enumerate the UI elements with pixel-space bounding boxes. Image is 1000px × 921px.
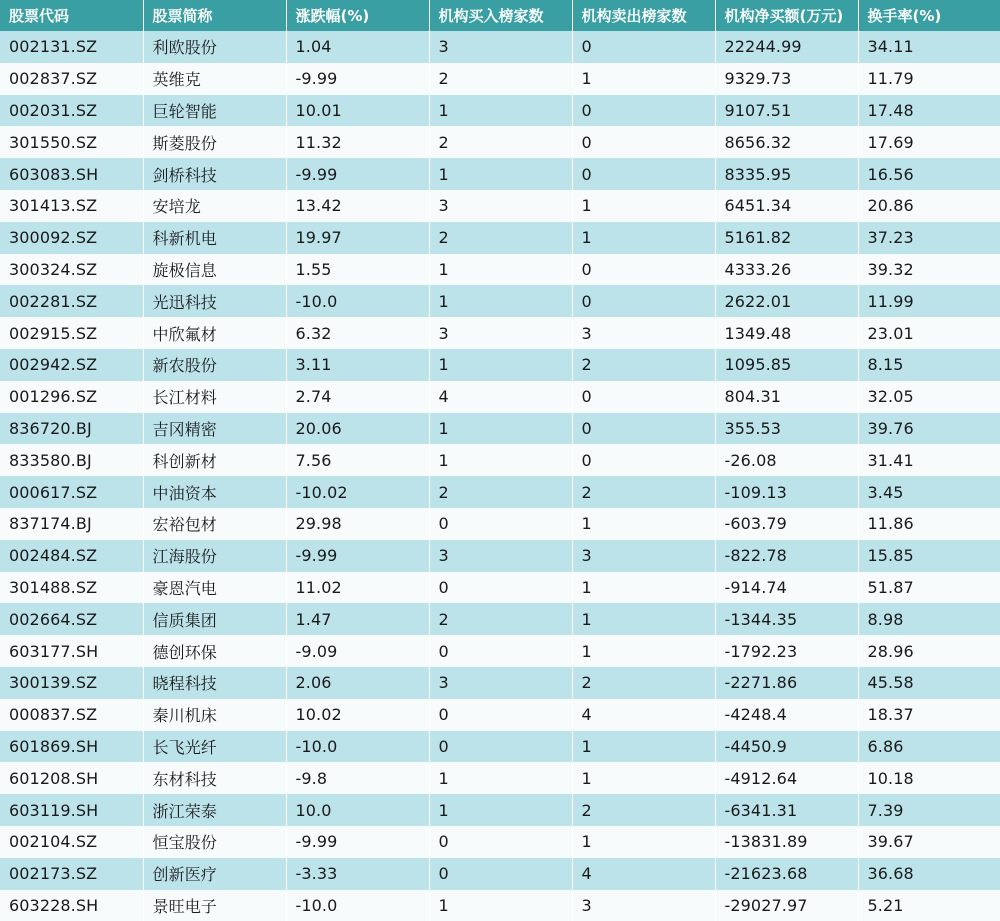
table-row: [0, 794, 1000, 826]
cell-stock-code: 603119.SH: [0, 794, 143, 826]
cell-sell-count: 3: [572, 890, 715, 921]
cell-net-buy: 9329.73: [715, 63, 858, 95]
cell-net-buy: -822.78: [715, 540, 858, 572]
table-row: [0, 476, 1000, 508]
table-row: [0, 572, 1000, 604]
table-row: [0, 381, 1000, 413]
cell-stock-code: 002664.SZ: [0, 603, 143, 635]
cell-stock-code: 002915.SZ: [0, 317, 143, 349]
cell-sell-count: 0: [572, 444, 715, 476]
table-row: [0, 508, 1000, 540]
cell-sell-count: 2: [572, 794, 715, 826]
cell-turnover: 51.87: [858, 572, 1000, 604]
cell-change-pct: 3.11: [286, 349, 429, 381]
cell-change-pct: 11.02: [286, 572, 429, 604]
cell-stock-code: 300139.SZ: [0, 667, 143, 699]
cell-net-buy: 22244.99: [715, 31, 858, 63]
cell-stock-name: 科新机电: [143, 222, 286, 254]
cell-change-pct: -9.99: [286, 63, 429, 95]
cell-net-buy: -1344.35: [715, 603, 858, 635]
cell-net-buy: -13831.89: [715, 826, 858, 858]
cell-net-buy: 804.31: [715, 381, 858, 413]
cell-turnover: 7.39: [858, 794, 1000, 826]
cell-turnover: 32.05: [858, 381, 1000, 413]
cell-stock-name: 旋极信息: [143, 254, 286, 286]
cell-change-pct: 11.32: [286, 126, 429, 158]
header-turnover: 换手率(%): [858, 0, 1000, 31]
cell-net-buy: -2271.86: [715, 667, 858, 699]
table-row: [0, 222, 1000, 254]
header-net-buy: 机构净买额(万元): [715, 0, 858, 31]
cell-turnover: 39.67: [858, 826, 1000, 858]
cell-change-pct: -9.8: [286, 762, 429, 794]
cell-change-pct: 19.97: [286, 222, 429, 254]
cell-buy-count: 3: [429, 540, 572, 572]
cell-net-buy: -914.74: [715, 572, 858, 604]
cell-stock-name: 长江材料: [143, 381, 286, 413]
table-row: [0, 254, 1000, 286]
cell-turnover: 36.68: [858, 858, 1000, 890]
cell-turnover: 16.56: [858, 158, 1000, 190]
cell-stock-code: 000837.SZ: [0, 699, 143, 731]
cell-stock-code: 601208.SH: [0, 762, 143, 794]
table-row: [0, 190, 1000, 222]
cell-sell-count: 0: [572, 381, 715, 413]
cell-stock-code: 603177.SH: [0, 635, 143, 667]
cell-sell-count: 4: [572, 699, 715, 731]
cell-buy-count: 0: [429, 508, 572, 540]
cell-stock-name: 安培龙: [143, 190, 286, 222]
cell-stock-name: 新农股份: [143, 349, 286, 381]
cell-sell-count: 1: [572, 731, 715, 763]
table-body: [0, 31, 1000, 921]
table-row: [0, 349, 1000, 381]
table-row: [0, 826, 1000, 858]
cell-change-pct: 2.74: [286, 381, 429, 413]
cell-stock-name: 浙江荣泰: [143, 794, 286, 826]
cell-net-buy: -603.79: [715, 508, 858, 540]
cell-net-buy: 8335.95: [715, 158, 858, 190]
cell-sell-count: 0: [572, 126, 715, 158]
cell-stock-name: 宏裕包材: [143, 508, 286, 540]
cell-sell-count: 2: [572, 667, 715, 699]
table-row: [0, 126, 1000, 158]
cell-stock-name: 景旺电子: [143, 890, 286, 921]
table-row: [0, 635, 1000, 667]
cell-change-pct: -9.09: [286, 635, 429, 667]
cell-change-pct: -10.0: [286, 890, 429, 921]
table-row: [0, 667, 1000, 699]
cell-net-buy: -4248.4: [715, 699, 858, 731]
cell-sell-count: 0: [572, 254, 715, 286]
cell-buy-count: 1: [429, 890, 572, 921]
cell-stock-code: 833580.BJ: [0, 444, 143, 476]
cell-buy-count: 2: [429, 476, 572, 508]
cell-turnover: 6.86: [858, 731, 1000, 763]
cell-sell-count: 2: [572, 476, 715, 508]
cell-stock-name: 巨轮智能: [143, 95, 286, 127]
cell-buy-count: 1: [429, 794, 572, 826]
cell-stock-name: 光迅科技: [143, 285, 286, 317]
cell-sell-count: 0: [572, 158, 715, 190]
cell-sell-count: 0: [572, 31, 715, 63]
cell-sell-count: 1: [572, 762, 715, 794]
cell-stock-name: 中欣氟材: [143, 317, 286, 349]
header-stock-name: 股票简称: [143, 0, 286, 31]
cell-stock-code: 002173.SZ: [0, 858, 143, 890]
cell-stock-code: 603083.SH: [0, 158, 143, 190]
cell-sell-count: 1: [572, 572, 715, 604]
cell-stock-name: 中油资本: [143, 476, 286, 508]
table-row: [0, 858, 1000, 890]
cell-stock-code: 002281.SZ: [0, 285, 143, 317]
cell-sell-count: 1: [572, 222, 715, 254]
cell-stock-code: 603228.SH: [0, 890, 143, 921]
table-row: [0, 699, 1000, 731]
header-row: [0, 0, 1000, 31]
table-row: [0, 731, 1000, 763]
table-header: [0, 0, 1000, 31]
cell-net-buy: 8656.32: [715, 126, 858, 158]
cell-buy-count: 1: [429, 254, 572, 286]
cell-net-buy: 1349.48: [715, 317, 858, 349]
cell-sell-count: 2: [572, 349, 715, 381]
cell-sell-count: 1: [572, 826, 715, 858]
cell-buy-count: 2: [429, 603, 572, 635]
cell-net-buy: 355.53: [715, 413, 858, 445]
cell-stock-code: 836720.BJ: [0, 413, 143, 445]
table-row: [0, 158, 1000, 190]
table-row: [0, 317, 1000, 349]
table-row: [0, 540, 1000, 572]
cell-change-pct: 7.56: [286, 444, 429, 476]
cell-turnover: 45.58: [858, 667, 1000, 699]
header-buy-count: 机构买入榜家数: [429, 0, 572, 31]
cell-turnover: 11.86: [858, 508, 1000, 540]
cell-turnover: 11.99: [858, 285, 1000, 317]
cell-stock-name: 豪恩汽电: [143, 572, 286, 604]
cell-net-buy: 2622.01: [715, 285, 858, 317]
cell-turnover: 39.32: [858, 254, 1000, 286]
table-row: [0, 31, 1000, 63]
table-row: [0, 890, 1000, 921]
cell-stock-code: 301413.SZ: [0, 190, 143, 222]
table-row: [0, 603, 1000, 635]
cell-change-pct: 29.98: [286, 508, 429, 540]
cell-turnover: 37.23: [858, 222, 1000, 254]
cell-change-pct: 10.02: [286, 699, 429, 731]
cell-stock-name: 东材科技: [143, 762, 286, 794]
cell-buy-count: 0: [429, 731, 572, 763]
cell-change-pct: -10.0: [286, 285, 429, 317]
cell-buy-count: 2: [429, 222, 572, 254]
cell-turnover: 3.45: [858, 476, 1000, 508]
cell-stock-code: 300092.SZ: [0, 222, 143, 254]
cell-buy-count: 1: [429, 444, 572, 476]
cell-change-pct: -9.99: [286, 826, 429, 858]
table-row: [0, 413, 1000, 445]
cell-change-pct: 1.04: [286, 31, 429, 63]
cell-net-buy: 1095.85: [715, 349, 858, 381]
cell-buy-count: 4: [429, 381, 572, 413]
cell-sell-count: 1: [572, 635, 715, 667]
cell-net-buy: -6341.31: [715, 794, 858, 826]
cell-turnover: 11.79: [858, 63, 1000, 95]
cell-net-buy: -29027.97: [715, 890, 858, 921]
cell-stock-code: 002942.SZ: [0, 349, 143, 381]
cell-change-pct: -10.02: [286, 476, 429, 508]
cell-sell-count: 0: [572, 413, 715, 445]
cell-turnover: 17.48: [858, 95, 1000, 127]
cell-buy-count: 1: [429, 349, 572, 381]
cell-stock-name: 长飞光纤: [143, 731, 286, 763]
cell-stock-code: 301488.SZ: [0, 572, 143, 604]
cell-stock-code: 300324.SZ: [0, 254, 143, 286]
cell-sell-count: 1: [572, 603, 715, 635]
cell-buy-count: 1: [429, 413, 572, 445]
cell-stock-name: 斯菱股份: [143, 126, 286, 158]
cell-change-pct: 20.06: [286, 413, 429, 445]
cell-sell-count: 1: [572, 63, 715, 95]
cell-sell-count: 1: [572, 508, 715, 540]
cell-stock-code: 301550.SZ: [0, 126, 143, 158]
cell-net-buy: 6451.34: [715, 190, 858, 222]
cell-net-buy: -21623.68: [715, 858, 858, 890]
cell-turnover: 8.15: [858, 349, 1000, 381]
cell-turnover: 18.37: [858, 699, 1000, 731]
cell-stock-code: 002837.SZ: [0, 63, 143, 95]
cell-buy-count: 1: [429, 95, 572, 127]
cell-stock-code: 601869.SH: [0, 731, 143, 763]
cell-sell-count: 1: [572, 190, 715, 222]
cell-net-buy: 9107.51: [715, 95, 858, 127]
cell-sell-count: 0: [572, 95, 715, 127]
cell-buy-count: 3: [429, 31, 572, 63]
cell-stock-name: 科创新材: [143, 444, 286, 476]
cell-buy-count: 0: [429, 635, 572, 667]
cell-change-pct: 10.0: [286, 794, 429, 826]
cell-stock-name: 创新医疗: [143, 858, 286, 890]
cell-turnover: 15.85: [858, 540, 1000, 572]
cell-stock-name: 信质集团: [143, 603, 286, 635]
cell-change-pct: 1.55: [286, 254, 429, 286]
table-row: [0, 762, 1000, 794]
cell-net-buy: -109.13: [715, 476, 858, 508]
cell-buy-count: 2: [429, 63, 572, 95]
cell-buy-count: 0: [429, 699, 572, 731]
cell-stock-name: 利欧股份: [143, 31, 286, 63]
cell-turnover: 20.86: [858, 190, 1000, 222]
cell-stock-code: 002131.SZ: [0, 31, 143, 63]
header-change-pct: 涨跌幅(%): [286, 0, 429, 31]
cell-buy-count: 1: [429, 158, 572, 190]
cell-buy-count: 1: [429, 762, 572, 794]
cell-change-pct: -3.33: [286, 858, 429, 890]
cell-stock-code: 002484.SZ: [0, 540, 143, 572]
cell-change-pct: -9.99: [286, 540, 429, 572]
cell-net-buy: -1792.23: [715, 635, 858, 667]
cell-stock-name: 吉冈精密: [143, 413, 286, 445]
cell-net-buy: -4450.9: [715, 731, 858, 763]
cell-stock-name: 德创环保: [143, 635, 286, 667]
cell-stock-code: 837174.BJ: [0, 508, 143, 540]
cell-stock-name: 恒宝股份: [143, 826, 286, 858]
cell-stock-code: 002031.SZ: [0, 95, 143, 127]
cell-stock-name: 剑桥科技: [143, 158, 286, 190]
cell-buy-count: 0: [429, 826, 572, 858]
cell-turnover: 17.69: [858, 126, 1000, 158]
cell-stock-name: 晓程科技: [143, 667, 286, 699]
cell-turnover: 10.18: [858, 762, 1000, 794]
cell-buy-count: 3: [429, 667, 572, 699]
table-row: [0, 285, 1000, 317]
cell-change-pct: 2.06: [286, 667, 429, 699]
cell-buy-count: 0: [429, 572, 572, 604]
cell-turnover: 31.41: [858, 444, 1000, 476]
cell-sell-count: 3: [572, 540, 715, 572]
cell-sell-count: 0: [572, 285, 715, 317]
table-row: [0, 95, 1000, 127]
header-stock-code: 股票代码: [0, 0, 143, 31]
cell-turnover: 5.21: [858, 890, 1000, 921]
cell-buy-count: 3: [429, 190, 572, 222]
cell-stock-code: 002104.SZ: [0, 826, 143, 858]
cell-net-buy: -26.08: [715, 444, 858, 476]
cell-turnover: 8.98: [858, 603, 1000, 635]
cell-stock-name: 秦川机床: [143, 699, 286, 731]
cell-buy-count: 0: [429, 858, 572, 890]
header-sell-count: 机构卖出榜家数: [572, 0, 715, 31]
cell-stock-name: 英维克: [143, 63, 286, 95]
cell-net-buy: 4333.26: [715, 254, 858, 286]
table-row: [0, 444, 1000, 476]
cell-change-pct: 6.32: [286, 317, 429, 349]
cell-net-buy: 5161.82: [715, 222, 858, 254]
cell-stock-name: 江海股份: [143, 540, 286, 572]
cell-turnover: 34.11: [858, 31, 1000, 63]
cell-change-pct: -9.99: [286, 158, 429, 190]
cell-change-pct: 1.47: [286, 603, 429, 635]
cell-turnover: 39.76: [858, 413, 1000, 445]
table-row: [0, 63, 1000, 95]
cell-sell-count: 4: [572, 858, 715, 890]
cell-change-pct: -10.0: [286, 731, 429, 763]
cell-net-buy: -4912.64: [715, 762, 858, 794]
cell-buy-count: 2: [429, 126, 572, 158]
cell-stock-code: 001296.SZ: [0, 381, 143, 413]
cell-buy-count: 1: [429, 285, 572, 317]
cell-change-pct: 13.42: [286, 190, 429, 222]
cell-sell-count: 3: [572, 317, 715, 349]
cell-turnover: 23.01: [858, 317, 1000, 349]
cell-change-pct: 10.01: [286, 95, 429, 127]
cell-turnover: 28.96: [858, 635, 1000, 667]
cell-buy-count: 3: [429, 317, 572, 349]
cell-stock-code: 000617.SZ: [0, 476, 143, 508]
